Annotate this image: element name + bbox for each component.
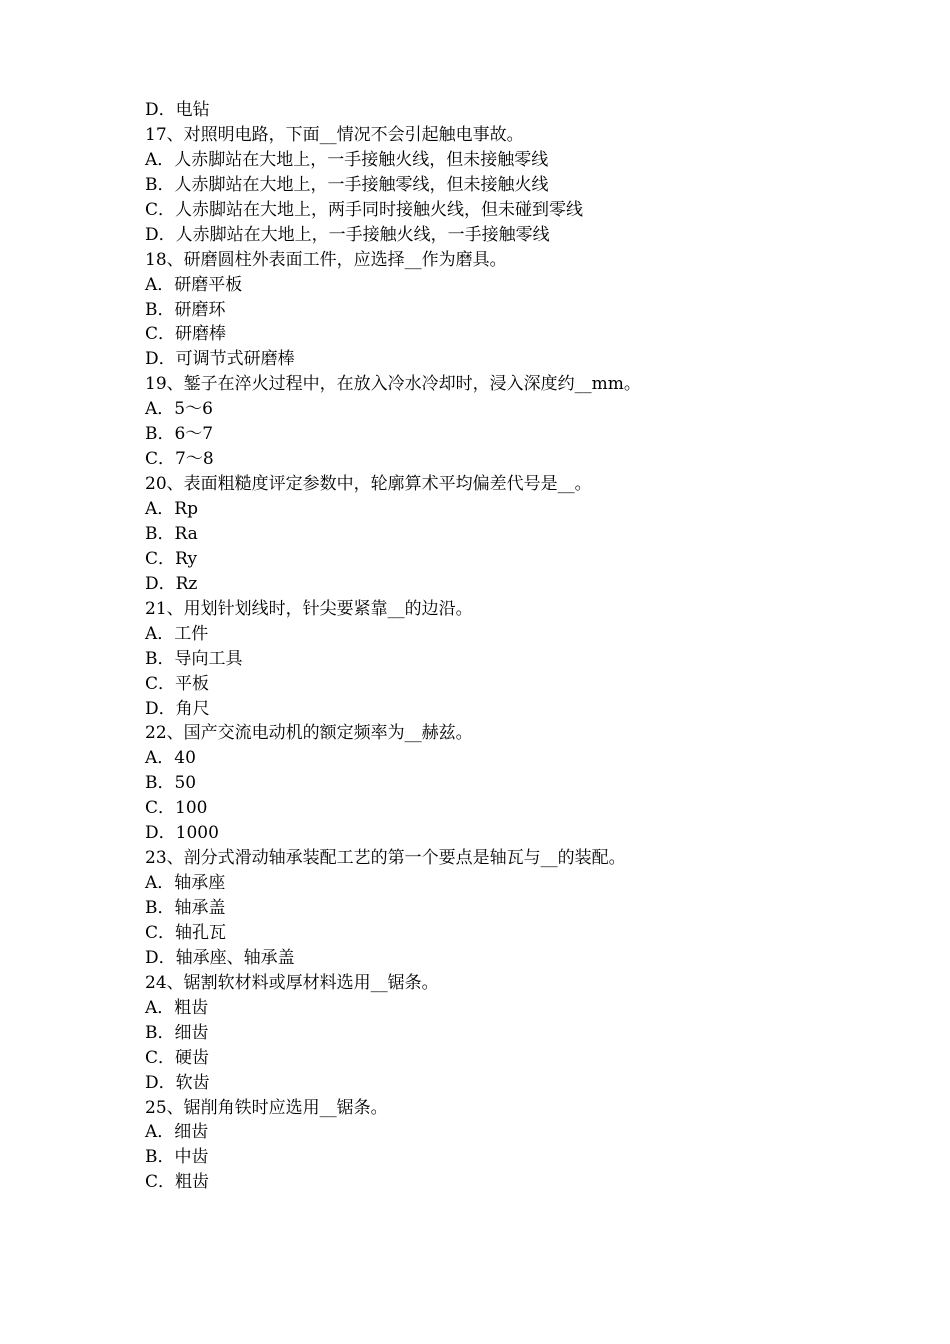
option-line: D．电钻	[145, 100, 210, 120]
option-line: A．Rp	[145, 499, 198, 519]
option-line: A．研磨平板	[145, 274, 243, 295]
option-line: C．7～8	[145, 449, 214, 470]
option-line: C．Ry	[145, 548, 198, 569]
option-line: A．工件	[145, 623, 209, 644]
question-line: 19、錾子在淬火过程中，在放入冷水冷却时，浸入深度约__mm。	[145, 374, 641, 395]
option-line: B．研磨环	[145, 299, 226, 320]
option-line: B．人赤脚站在大地上，一手接触零线，但未接触火线	[145, 174, 549, 195]
option-line: C．人赤脚站在大地上，两手同时接触火线，但未碰到零线	[145, 199, 584, 220]
option-line: D．可调节式研磨棒	[145, 349, 295, 370]
option-line: C．轴孔瓦	[145, 922, 227, 943]
option-line: D．角尺	[145, 698, 210, 719]
option-line: C．研磨棒	[145, 324, 227, 345]
option-line: A．轴承座	[145, 873, 226, 894]
option-line: C．硬齿	[145, 1047, 210, 1068]
option-line: A．粗齿	[145, 997, 209, 1018]
question-line: 18、研磨圆柱外表面工件，应选择__作为磨具。	[145, 249, 507, 270]
option-line: B．轴承盖	[145, 898, 226, 918]
question-line: 21、用划针划线时，针尖要紧靠__的边沿。	[145, 598, 473, 619]
option-line: B．Ra	[145, 523, 198, 544]
question-line: 20、表面粗糙度评定参数中，轮廓算术平均偏差代号是__。	[145, 474, 592, 495]
option-line: B．导向工具	[145, 648, 243, 669]
question-line: 24、锯割软材料或厚材料选用__锯条。	[145, 972, 439, 993]
option-line: A．细齿	[145, 1122, 209, 1143]
option-line: A．40	[145, 748, 196, 769]
question-line: 23、剖分式滑动轴承装配工艺的第一个要点是轴瓦与__的装配。	[145, 848, 626, 869]
option-line: D．软齿	[145, 1072, 210, 1093]
option-line: C．100	[145, 798, 208, 819]
option-line: B．6～7	[145, 424, 214, 445]
option-line: D．1000	[145, 823, 219, 844]
option-line: D．Rz	[145, 573, 198, 594]
option-line: C．平板	[145, 673, 210, 694]
option-line: B．50	[145, 773, 197, 794]
option-line: A．人赤脚站在大地上，一手接触火线，但未接触零线	[145, 149, 549, 170]
option-line: D．轴承座、轴承盖	[145, 947, 295, 968]
question-line: 22、国产交流电动机的额定频率为__赫兹。	[145, 723, 473, 744]
option-line: A．5～6	[145, 399, 213, 420]
question-line: 25、锯削角铁时应选用__锯条。	[145, 1097, 388, 1118]
question-line: 17、对照明电路，下面__情况不会引起触电事故。	[145, 124, 524, 145]
document-page	[145, 98, 845, 1195]
option-line: C．粗齿	[145, 1172, 210, 1193]
option-line: B．细齿	[145, 1022, 209, 1043]
option-line: D．人赤脚站在大地上，一手接触火线，一手接触零线	[145, 224, 550, 245]
option-line: B．中齿	[145, 1147, 209, 1168]
